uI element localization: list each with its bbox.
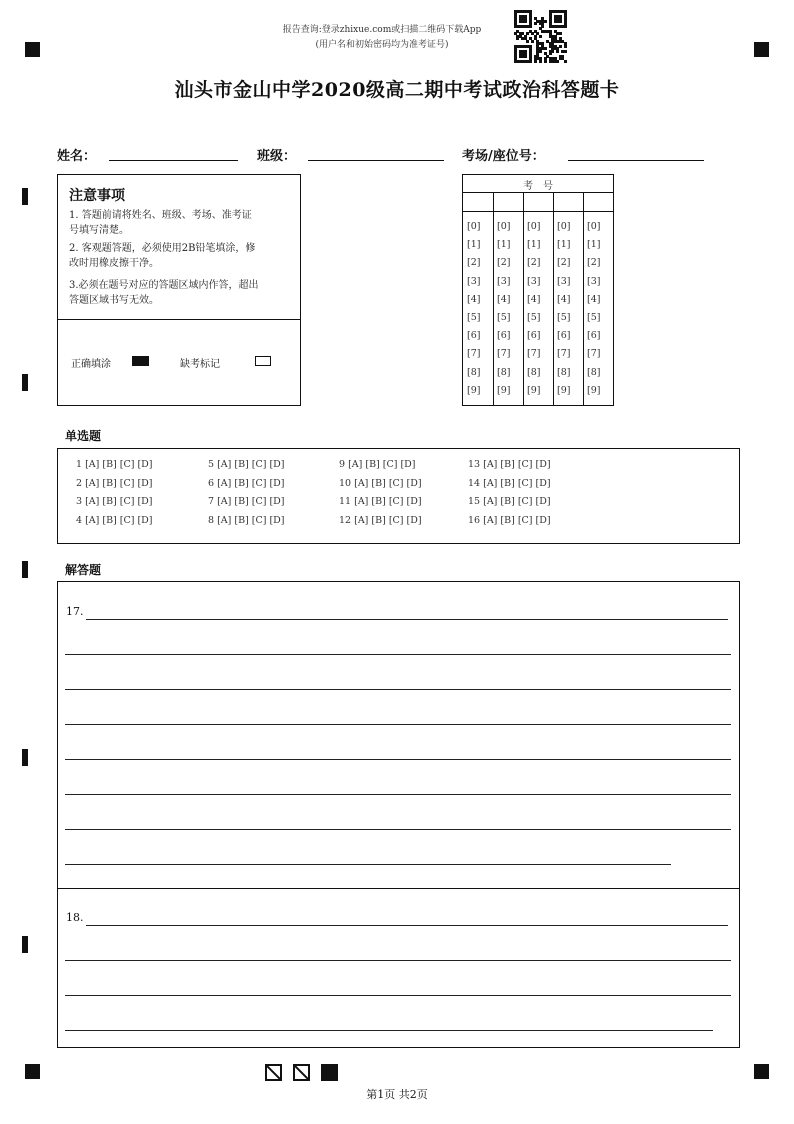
exam-digit-bubble[interactable]: [3] (497, 275, 511, 287)
exam-digit-bubble[interactable]: [5] (467, 312, 481, 323)
choice-question[interactable]: 11 [A] [B] [C] [D] (339, 496, 422, 508)
answer-line[interactable] (65, 995, 731, 996)
answer-line[interactable] (65, 829, 731, 830)
answer-line[interactable] (65, 759, 731, 760)
answer-line[interactable] (65, 689, 731, 690)
exam-digit-bubble[interactable]: [2] (527, 257, 541, 269)
timing-mark (22, 188, 28, 205)
exam-digit-bubble[interactable]: [1] (467, 239, 481, 251)
exam-digit-bubble[interactable]: [3] (557, 275, 571, 287)
exam-digit-bubble[interactable]: [6] (557, 330, 571, 342)
exam-digit-bubble[interactable]: [3] (587, 275, 601, 287)
answer-line[interactable] (86, 925, 728, 926)
qr-module (529, 60, 532, 63)
exam-digit-bubble[interactable]: [1] (527, 239, 541, 251)
column-divider (583, 192, 584, 405)
exam-digit-bubble[interactable]: [9] (527, 384, 541, 396)
notice-box (57, 174, 301, 406)
exam-digit-bubble[interactable]: [7] (557, 348, 571, 360)
timing-mark (22, 936, 28, 953)
choice-question[interactable]: 13 [A] [B] [C] [D] (468, 459, 551, 470)
qr-module (541, 25, 544, 28)
seat-field[interactable] (568, 160, 704, 161)
page-marker-slashed-box (293, 1064, 310, 1081)
divider (58, 319, 300, 320)
exam-digit-bubble[interactable]: [9] (467, 384, 481, 396)
choice-question[interactable]: 12 [A] [B] [C] [D] (339, 515, 422, 527)
choice-question[interactable]: 8 [A] [B] [C] [D] (208, 515, 285, 527)
exam-digit-bubble[interactable]: [4] (557, 293, 571, 305)
exam-digit-bubble[interactable]: [0] (557, 221, 571, 232)
exam-digit-bubble[interactable]: [3] (467, 275, 481, 287)
exam-digit-bubble[interactable]: [2] (557, 257, 571, 269)
exam-digit-bubble[interactable]: [0] (497, 221, 511, 232)
qr-module (564, 50, 567, 53)
qr-module (539, 35, 542, 38)
question-17-number: 17. (66, 605, 84, 618)
choice-question[interactable]: 6 [A] [B] [C] [D] (208, 477, 285, 489)
qr-module (544, 20, 547, 23)
divider (463, 192, 613, 193)
answer-line[interactable] (65, 1030, 713, 1031)
notice-title: 注意事项 (69, 188, 125, 204)
choice-question[interactable]: 7 [A] [B] [C] [D] (208, 496, 285, 508)
registration-mark (754, 42, 769, 57)
exam-digit-bubble[interactable]: [1] (497, 239, 511, 251)
exam-digit-bubble[interactable]: [5] (587, 312, 601, 323)
qr-module (564, 60, 567, 63)
qr-module (544, 47, 547, 50)
answer-line[interactable] (65, 864, 671, 865)
exam-digit-bubble[interactable]: [6] (497, 330, 511, 342)
page-title: 汕头市金山中学2020级高二期中考试政治科答题卡 (174, 79, 620, 101)
choice-question[interactable]: 15 [A] [B] [C] [D] (468, 496, 551, 508)
answer-line[interactable] (86, 619, 728, 620)
exam-digit-bubble[interactable]: [9] (557, 384, 571, 396)
exam-digit-bubble[interactable]: [7] (587, 348, 601, 360)
answer-box (57, 581, 740, 1048)
report-query-text: 报告查询:登录zhixue.com或扫描二维码下载App (282, 25, 482, 35)
choice-question[interactable]: 1 [A] [B] [C] [D] (76, 459, 153, 470)
qr-code (514, 10, 566, 62)
exam-digit-bubble[interactable]: [2] (467, 257, 481, 269)
qr-module (556, 50, 559, 53)
exam-digit-bubble[interactable]: [4] (527, 293, 541, 305)
page-number: 第1页 共2页 (366, 1088, 428, 1101)
choice-question[interactable]: 16 [A] [B] [C] [D] (468, 515, 551, 527)
answer-line[interactable] (65, 654, 731, 655)
answer-line[interactable] (65, 960, 731, 961)
qr-module (559, 45, 562, 48)
qr-module (564, 45, 567, 48)
exam-digit-bubble[interactable]: [8] (527, 366, 541, 378)
exam-digit-bubble[interactable]: [4] (497, 293, 511, 305)
page-marker-slashed-box (265, 1064, 282, 1081)
choice-question[interactable]: 5 [A] [B] [C] [D] (208, 459, 285, 470)
exam-digit-bubble[interactable]: [4] (587, 293, 601, 305)
qr-module (524, 55, 527, 58)
exam-digit-bubble[interactable]: [3] (527, 275, 541, 287)
exam-digit-bubble[interactable]: [0] (527, 221, 541, 232)
notice-line: 改时用橡皮擦干净。 (69, 258, 159, 269)
exam-digit-bubble[interactable]: [8] (467, 366, 481, 378)
exam-digit-bubble[interactable]: [6] (587, 330, 601, 342)
exam-digit-bubble[interactable]: [9] (587, 384, 601, 396)
qr-module (559, 20, 562, 23)
exam-digit-bubble[interactable]: [5] (527, 312, 541, 323)
exam-digit-bubble[interactable]: [8] (587, 366, 601, 378)
exam-digit-bubble[interactable]: [5] (557, 312, 571, 323)
page-marker-filled-box (321, 1064, 338, 1081)
notice-line: 答题区域书写无效。 (69, 295, 159, 306)
notice-line: 号填写清楚。 (69, 225, 129, 236)
name-label: 姓名： (57, 149, 97, 164)
credential-hint-text: (用户名和初始密码均为准考证号) (315, 40, 449, 50)
column-divider (493, 192, 494, 405)
timing-mark (22, 561, 28, 578)
qr-module (529, 25, 532, 28)
name-field[interactable] (109, 160, 238, 161)
choice-question[interactable]: 14 [A] [B] [C] [D] (468, 477, 551, 489)
timing-mark (22, 374, 28, 391)
choice-question[interactable]: 2 [A] [B] [C] [D] (76, 477, 153, 489)
seat-label: 考场/座位号： (462, 149, 545, 164)
answer-line[interactable] (65, 724, 731, 725)
exam-digit-bubble[interactable]: [7] (467, 348, 481, 360)
notice-line: 1. 答题前请将姓名、班级、考场、准考证 (69, 210, 252, 221)
exam-digit-bubble[interactable]: [1] (557, 239, 571, 251)
registration-mark (25, 1064, 40, 1079)
exam-number-header: 考 号 (523, 181, 553, 192)
exam-digit-bubble[interactable]: [8] (557, 366, 571, 378)
registration-mark (25, 42, 40, 57)
class-label: 班级： (257, 149, 297, 164)
exam-digit-bubble[interactable]: [9] (497, 384, 511, 396)
qr-module (544, 60, 547, 63)
question-18-number: 18. (66, 911, 84, 924)
class-field[interactable] (308, 160, 444, 161)
column-divider (553, 192, 554, 405)
exam-digit-bubble[interactable]: [0] (587, 221, 601, 232)
choice-question[interactable]: 4 [A] [B] [C] [D] (76, 515, 153, 527)
exam-digit-bubble[interactable]: [8] (497, 366, 511, 378)
exam-digit-bubble[interactable]: [6] (467, 330, 481, 342)
exam-digit-bubble[interactable]: [6] (527, 330, 541, 342)
exam-digit-bubble[interactable]: [7] (497, 348, 511, 360)
single-choice-box (57, 448, 740, 544)
exam-digit-bubble[interactable]: [7] (527, 348, 541, 360)
answer-section-label: 解答题 (65, 563, 102, 577)
single-choice-label: 单选题 (65, 429, 102, 443)
qr-module (559, 32, 562, 35)
qr-module (539, 60, 542, 63)
exam-digit-bubble[interactable]: [2] (587, 257, 601, 269)
exam-digit-bubble[interactable]: [5] (497, 312, 511, 323)
column-divider (523, 192, 524, 405)
choice-question[interactable]: 3 [A] [B] [C] [D] (76, 496, 153, 508)
absent-mark-checkbox[interactable] (255, 356, 271, 366)
exam-digit-bubble[interactable]: [1] (587, 239, 601, 251)
registration-mark (754, 1064, 769, 1079)
qr-module (524, 20, 527, 23)
correct-fill-label: 正确填涂 (71, 359, 111, 370)
divider (58, 888, 739, 889)
timing-mark (22, 749, 28, 766)
correct-fill-sample (132, 356, 149, 366)
exam-digit-bubble[interactable]: [0] (467, 221, 481, 232)
qr-module (564, 25, 567, 28)
choice-question[interactable]: 9 [A] [B] [C] [D] (339, 459, 416, 470)
exam-number-box (462, 174, 614, 406)
choice-question[interactable]: 10 [A] [B] [C] [D] (339, 477, 422, 489)
exam-digit-bubble[interactable]: [4] (467, 293, 481, 305)
answer-line[interactable] (65, 794, 731, 795)
notice-line: 2. 客观题答题，必须使用2B铅笔填涂，修 (69, 243, 256, 254)
divider (463, 211, 613, 212)
absent-mark-label: 缺考标记 (180, 359, 220, 370)
exam-digit-bubble[interactable]: [2] (497, 257, 511, 269)
notice-line: 3.必须在题号对应的答题区域内作答，超出 (69, 280, 259, 291)
